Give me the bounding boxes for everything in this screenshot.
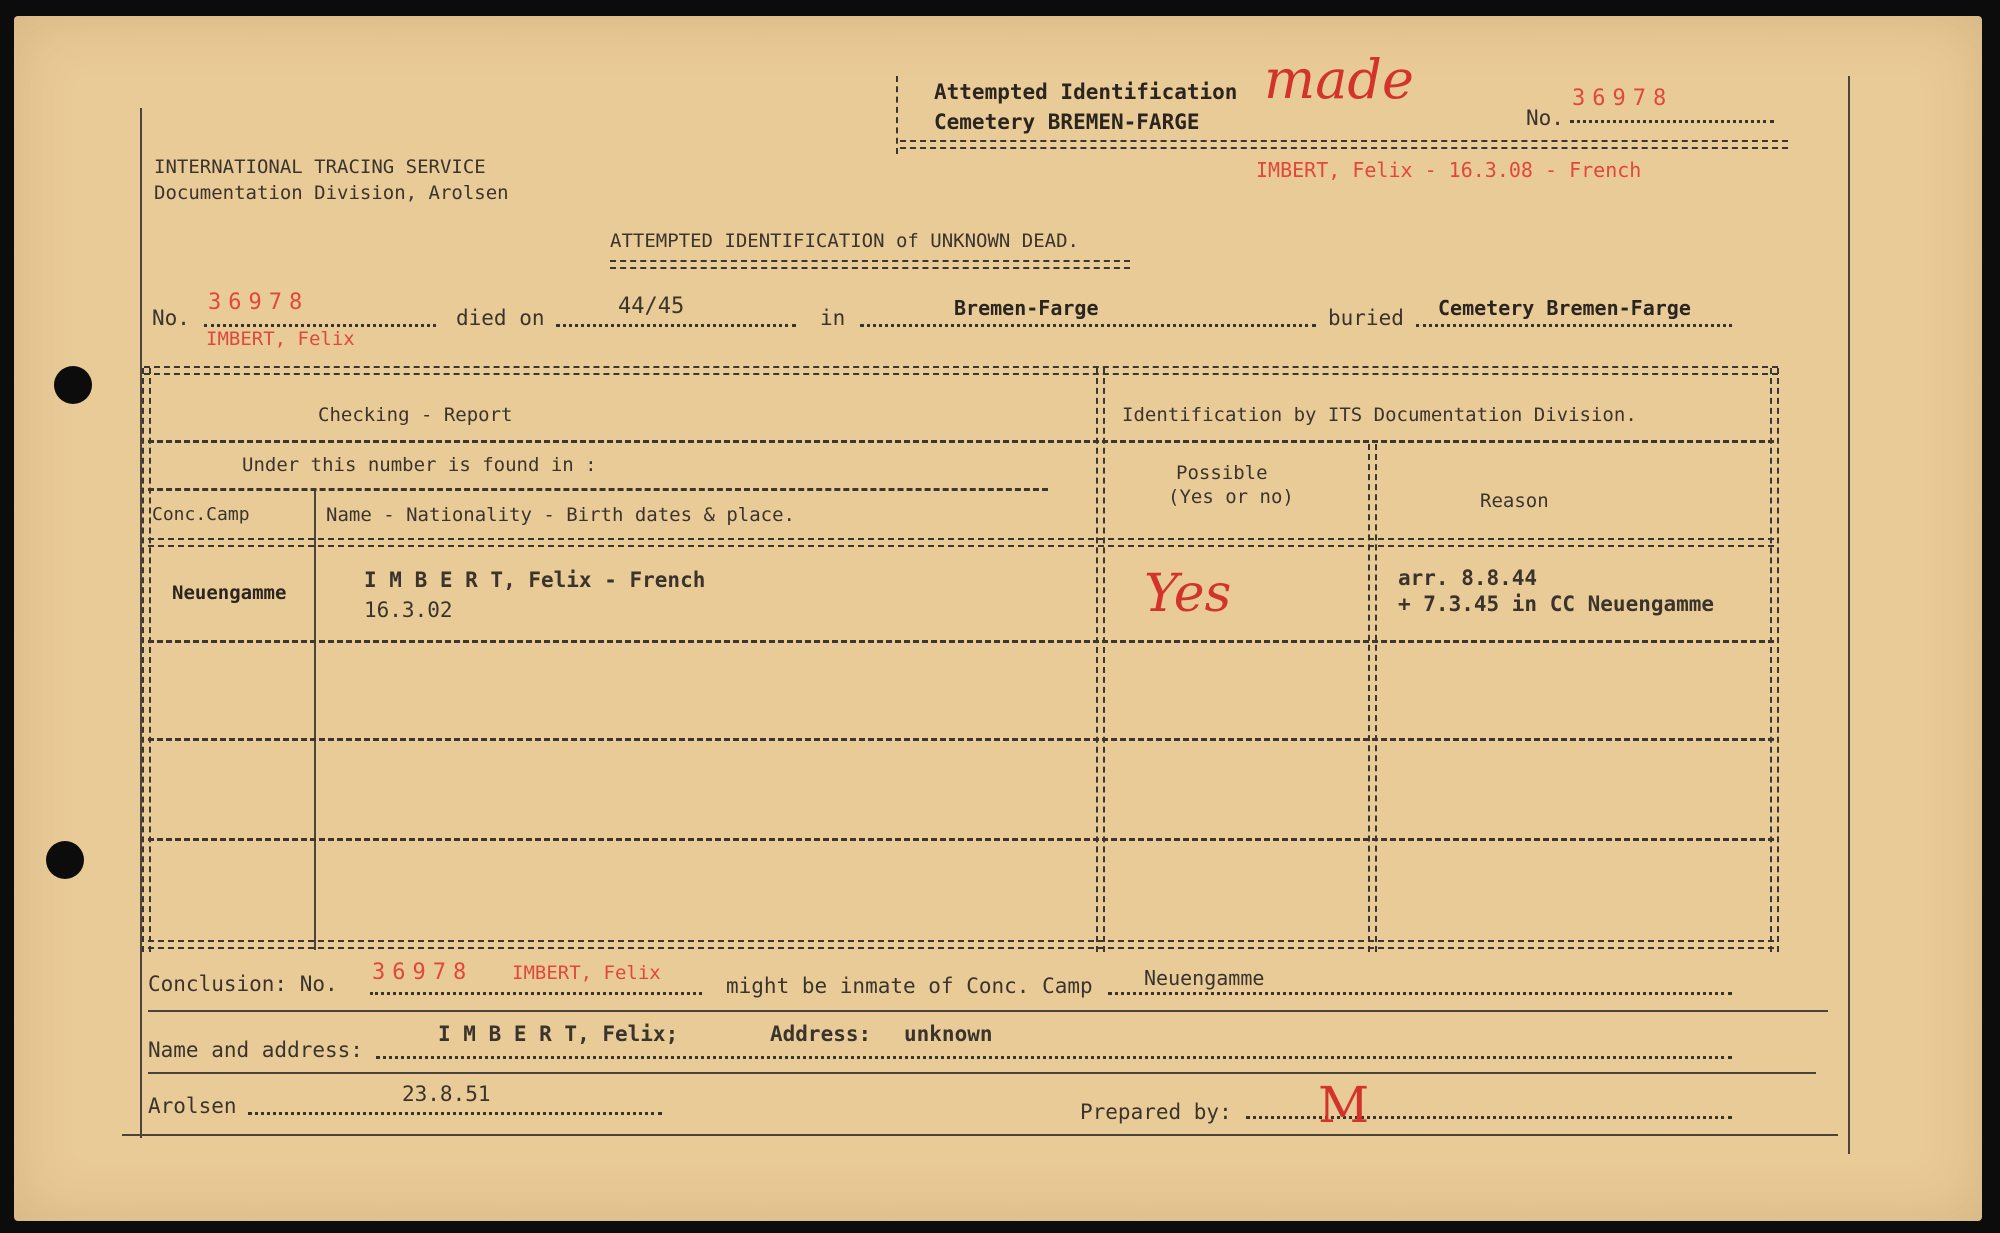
punch-hole-bottom: [46, 841, 84, 879]
in-dots: [860, 324, 1316, 327]
prepared-by-initials: M: [1318, 1076, 1370, 1134]
title-underline: [610, 260, 1130, 269]
table-mid-rule: [1096, 368, 1105, 952]
row-1-camp: Neuengamme: [172, 582, 287, 604]
record-no-label: No.: [152, 306, 190, 330]
identification-heading: Identification by ITS Documentation Division.: [1122, 404, 1637, 426]
buried-dots: [1416, 324, 1732, 327]
conclusion-rule: [148, 1010, 1828, 1012]
conclusion-camp-value: Neuengamme: [1144, 966, 1265, 990]
record-no-dots: [204, 324, 436, 327]
row-1-reason-line-2: + 7.3.45 in CC Neuengamme: [1398, 592, 1715, 616]
table-colhead-rule: [148, 538, 1774, 547]
buried-label: buried: [1328, 306, 1404, 330]
stamp-line-2: Cemetery BREMEN-FARGE: [934, 110, 1200, 134]
conclusion-no-dots: [370, 992, 702, 995]
buried-value: Cemetery Bremen-Farge: [1438, 296, 1691, 320]
table-reason-rule: [1368, 444, 1377, 952]
org-line-1: INTERNATIONAL TRACING SERVICE: [154, 156, 486, 178]
col-header-camp: Conc.Camp: [152, 504, 250, 525]
stamp-annotation-made: made: [1264, 48, 1414, 111]
stamp-line-1: Attempted Identification: [934, 80, 1238, 104]
col-header-reason: Reason: [1480, 490, 1549, 512]
conclusion-camp-dots: [1108, 992, 1732, 995]
row-1-reason-line-1: arr. 8.8.44: [1398, 566, 1538, 590]
checking-report-heading: Checking - Report: [318, 404, 513, 426]
conclusion-label: Conclusion: No.: [148, 972, 338, 996]
table-left-rule: [142, 368, 151, 952]
address-value: unknown: [904, 1022, 993, 1046]
table-row-rule-3: [148, 838, 1774, 841]
frame-right-line: [1848, 76, 1850, 1154]
conclusion-no-value: 36978: [372, 960, 474, 985]
stamp-no-value: 36978: [1572, 86, 1674, 111]
name-address-label: Name and address:: [148, 1038, 363, 1062]
footer-date-dots: [248, 1112, 662, 1115]
table-row-rule-2: [148, 738, 1774, 741]
col-header-name: Name - Nationality - Birth dates & place.: [326, 504, 795, 526]
in-value: Bremen-Farge: [954, 296, 1099, 320]
page-title: ATTEMPTED IDENTIFICATION of UNKNOWN DEAD.: [610, 230, 1079, 252]
prepared-by-label: Prepared by:: [1080, 1100, 1232, 1124]
row-1-possible: Yes: [1144, 564, 1232, 624]
table-top-rule: [144, 366, 1778, 375]
conclusion-mid-text: might be inmate of Conc. Camp: [726, 974, 1093, 998]
record-red-name: IMBERT, Felix: [206, 328, 355, 350]
document-card: [14, 16, 1982, 1221]
table-camp-rule: [314, 490, 316, 950]
name-address-dots: [376, 1056, 1732, 1059]
table-subheader-rule: [148, 488, 1048, 491]
frame-bottom-line: [122, 1134, 1838, 1136]
row-1-name-line-2: 16.3.02: [364, 598, 453, 622]
address-label: Address:: [770, 1022, 872, 1046]
table-header-rule: [148, 440, 1774, 443]
died-value: 44/45: [618, 294, 685, 319]
org-line-2: Documentation Division, Arolsen: [154, 182, 509, 204]
record-no-value: 36978: [208, 290, 310, 315]
died-dots: [556, 324, 796, 327]
col-header-possible-1: Possible: [1176, 462, 1268, 484]
footer-place-label: Arolsen: [148, 1094, 237, 1118]
footer-date-value: 23.8.51: [402, 1082, 491, 1106]
punch-hole-top: [54, 366, 92, 404]
under-number-label: Under this number is found in :: [242, 454, 597, 476]
table-right-rule: [1770, 368, 1779, 952]
header-red-name-line: IMBERT, Felix - 16.3.08 - French: [1256, 158, 1642, 182]
conclusion-red-name: IMBERT, Felix: [512, 962, 661, 984]
name-value: I M B E R T, Felix;: [438, 1022, 679, 1046]
died-label: died on: [456, 306, 545, 330]
name-address-rule: [148, 1072, 1816, 1074]
stamp-border-bottom: [900, 140, 1788, 149]
table-row-rule-1: [148, 640, 1774, 643]
stamp-no-label: No.: [1526, 106, 1564, 130]
table-bottom-rule: [148, 940, 1774, 949]
in-label: in: [820, 306, 846, 330]
col-header-possible-2: (Yes or no): [1168, 486, 1294, 508]
row-1-name-line-1: I M B E R T, Felix - French: [364, 568, 706, 592]
stamp-no-dots: [1570, 120, 1774, 123]
